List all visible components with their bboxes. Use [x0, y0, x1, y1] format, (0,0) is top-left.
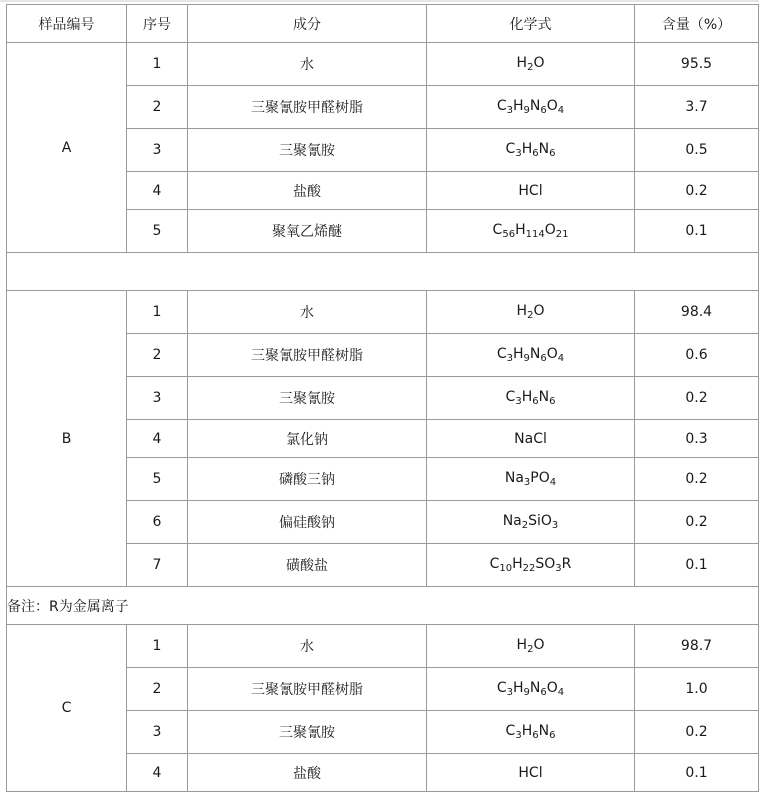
- formula-part: H: [521, 141, 533, 157]
- formula-subscript: 3: [515, 148, 522, 159]
- content-cell: 95.5: [635, 43, 759, 86]
- formula-cell: [427, 86, 635, 129]
- seq-cell: 6: [127, 501, 188, 544]
- formula-part: NaCl: [514, 430, 547, 447]
- formula-part: H: [516, 55, 528, 71]
- formula-subscript: 114: [525, 229, 545, 240]
- formula-part: HCl: [518, 764, 543, 781]
- formula-subscript: 6: [549, 396, 556, 407]
- formula-part: C: [496, 98, 507, 114]
- formula-part: HCl: [518, 182, 543, 199]
- top-divider: [0, 0, 759, 2]
- component-cell: 三聚氰胺甲醛树脂: [188, 334, 427, 377]
- formula-subscript: 2: [527, 62, 534, 73]
- formula-part: O: [546, 98, 558, 114]
- formula-subscript: 9: [523, 687, 530, 698]
- formula-cell: [427, 754, 635, 792]
- formula-part: H: [512, 346, 524, 362]
- formula-part: Na: [502, 513, 522, 529]
- component-cell: 盐酸: [188, 172, 427, 210]
- formula-part: C: [496, 680, 507, 696]
- note-text: 备注：R为金属离子: [7, 587, 759, 625]
- note-row: [7, 587, 759, 625]
- component-cell: 盐酸: [188, 754, 427, 792]
- content-cell: 0.2: [635, 377, 759, 420]
- formula-subscript: 4: [557, 353, 565, 364]
- formula-part: C: [496, 346, 507, 362]
- formula-part: C: [492, 222, 503, 238]
- formula-cell: [427, 668, 635, 711]
- formula-part: N: [529, 346, 541, 362]
- table-row: [7, 291, 759, 334]
- formula-part: O: [533, 55, 545, 71]
- content-cell: 0.2: [635, 172, 759, 210]
- formula-part: SO: [535, 556, 556, 572]
- formula-part: N: [538, 389, 550, 405]
- table-body: [7, 43, 759, 792]
- formula-subscript: 9: [523, 353, 530, 364]
- formula-part: H: [516, 303, 528, 319]
- formula-subscript: 3: [551, 520, 559, 531]
- component-cell: 磺酸盐: [188, 544, 427, 587]
- content-cell: 0.1: [635, 210, 759, 253]
- header-formula: 化学式: [427, 5, 635, 43]
- formula-part: R: [561, 556, 572, 572]
- content-cell: 1.0: [635, 668, 759, 711]
- table-row: [7, 43, 759, 86]
- formula-subscript: 6: [532, 730, 539, 741]
- content-cell: 3.7: [635, 86, 759, 129]
- component-cell: 三聚氰胺: [188, 377, 427, 420]
- table-row: [7, 625, 759, 668]
- content-cell: 0.2: [635, 501, 759, 544]
- formula-subscript: 3: [506, 687, 513, 698]
- formula-subscript: 21: [555, 229, 569, 240]
- formula-part: C: [505, 723, 516, 739]
- formula-part: O: [533, 637, 545, 653]
- formula-cell: [427, 172, 635, 210]
- formula-part: C: [505, 389, 516, 405]
- content-cell: 0.6: [635, 334, 759, 377]
- formula-subscript: 6: [540, 353, 547, 364]
- formula-part: H: [512, 98, 524, 114]
- formula-subscript: 3: [523, 477, 531, 488]
- spacer-row: [7, 253, 759, 291]
- formula-subscript: 9: [523, 105, 530, 116]
- formula-cell: [427, 711, 635, 754]
- formula-subscript: 10: [499, 563, 513, 574]
- sample-id-cell: C: [7, 625, 127, 792]
- composition-table: [6, 4, 759, 792]
- seq-cell: 4: [127, 420, 188, 458]
- formula-part: H: [515, 222, 526, 238]
- component-cell: 氯化钠: [188, 420, 427, 458]
- component-cell: 偏硅酸钠: [188, 501, 427, 544]
- formula-subscript: 3: [506, 105, 513, 116]
- formula-subscript: 6: [549, 148, 556, 159]
- formula-part: SiO: [528, 513, 552, 529]
- seq-cell: 2: [127, 334, 188, 377]
- seq-cell: 4: [127, 172, 188, 210]
- formula-cell: [427, 501, 635, 544]
- formula-subscript: 6: [532, 396, 539, 407]
- component-cell: 水: [188, 625, 427, 668]
- formula-cell: [427, 420, 635, 458]
- formula-part: H: [521, 723, 533, 739]
- formula-part: O: [544, 222, 556, 238]
- formula-part: Na: [504, 470, 524, 486]
- header-seq: 序号: [127, 5, 188, 43]
- seq-cell: 2: [127, 86, 188, 129]
- formula-part: N: [529, 98, 541, 114]
- content-cell: 98.7: [635, 625, 759, 668]
- formula-subscript: 2: [527, 644, 534, 655]
- formula-part: H: [516, 637, 528, 653]
- seq-cell: 1: [127, 43, 188, 86]
- content-cell: 0.2: [635, 458, 759, 501]
- formula-part: H: [512, 556, 523, 572]
- content-cell: 0.1: [635, 544, 759, 587]
- content-cell: 0.3: [635, 420, 759, 458]
- sample-id-cell: A: [7, 43, 127, 253]
- formula-subscript: 6: [549, 730, 556, 741]
- formula-subscript: 3: [515, 730, 522, 741]
- formula-part: N: [538, 723, 550, 739]
- formula-subscript: 6: [540, 105, 547, 116]
- content-cell: 0.2: [635, 711, 759, 754]
- seq-cell: 3: [127, 129, 188, 172]
- header-component: 成分: [188, 5, 427, 43]
- seq-cell: 1: [127, 625, 188, 668]
- seq-cell: 4: [127, 754, 188, 792]
- formula-subscript: 4: [549, 477, 557, 488]
- formula-subscript: 4: [557, 687, 565, 698]
- seq-cell: 3: [127, 711, 188, 754]
- formula-part: PO: [530, 470, 550, 486]
- header-sample-id: 样品编号: [7, 5, 127, 43]
- seq-cell: 1: [127, 291, 188, 334]
- formula-cell: [427, 458, 635, 501]
- formula-cell: [427, 210, 635, 253]
- formula-part: C: [489, 556, 500, 572]
- header-content: 含量（%）: [635, 5, 759, 43]
- content-cell: 0.1: [635, 754, 759, 792]
- formula-subscript: 3: [515, 396, 522, 407]
- component-cell: 聚氧乙烯醚: [188, 210, 427, 253]
- component-cell: 三聚氰胺甲醛树脂: [188, 86, 427, 129]
- seq-cell: 2: [127, 668, 188, 711]
- header-row: [7, 5, 759, 43]
- formula-part: H: [521, 389, 533, 405]
- formula-subscript: 3: [555, 563, 562, 574]
- sample-id-cell: B: [7, 291, 127, 587]
- formula-cell: [427, 291, 635, 334]
- formula-part: H: [512, 680, 524, 696]
- component-cell: 磷酸三钠: [188, 458, 427, 501]
- formula-subscript: 56: [502, 229, 516, 240]
- formula-part: O: [546, 346, 558, 362]
- seq-cell: 5: [127, 210, 188, 253]
- formula-cell: [427, 129, 635, 172]
- formula-cell: [427, 334, 635, 377]
- formula-cell: [427, 544, 635, 587]
- component-cell: 水: [188, 291, 427, 334]
- seq-cell: 5: [127, 458, 188, 501]
- formula-part: C: [505, 141, 516, 157]
- formula-subscript: 3: [506, 353, 513, 364]
- component-cell: 三聚氰胺甲醛树脂: [188, 668, 427, 711]
- component-cell: 三聚氰胺: [188, 129, 427, 172]
- formula-cell: [427, 377, 635, 420]
- formula-subscript: 4: [557, 105, 565, 116]
- formula-part: O: [533, 303, 545, 319]
- formula-subscript: 2: [527, 310, 534, 321]
- formula-cell: [427, 625, 635, 668]
- formula-subscript: 2: [521, 520, 529, 531]
- component-cell: 三聚氰胺: [188, 711, 427, 754]
- seq-cell: 3: [127, 377, 188, 420]
- formula-subscript: 6: [540, 687, 547, 698]
- seq-cell: 7: [127, 544, 188, 587]
- formula-part: N: [529, 680, 541, 696]
- component-cell: 水: [188, 43, 427, 86]
- spacer-cell: [7, 253, 759, 291]
- formula-part: N: [538, 141, 550, 157]
- formula-part: O: [546, 680, 558, 696]
- formula-cell: [427, 43, 635, 86]
- content-cell: 98.4: [635, 291, 759, 334]
- content-cell: 0.5: [635, 129, 759, 172]
- formula-subscript: 22: [522, 563, 536, 574]
- formula-subscript: 6: [532, 148, 539, 159]
